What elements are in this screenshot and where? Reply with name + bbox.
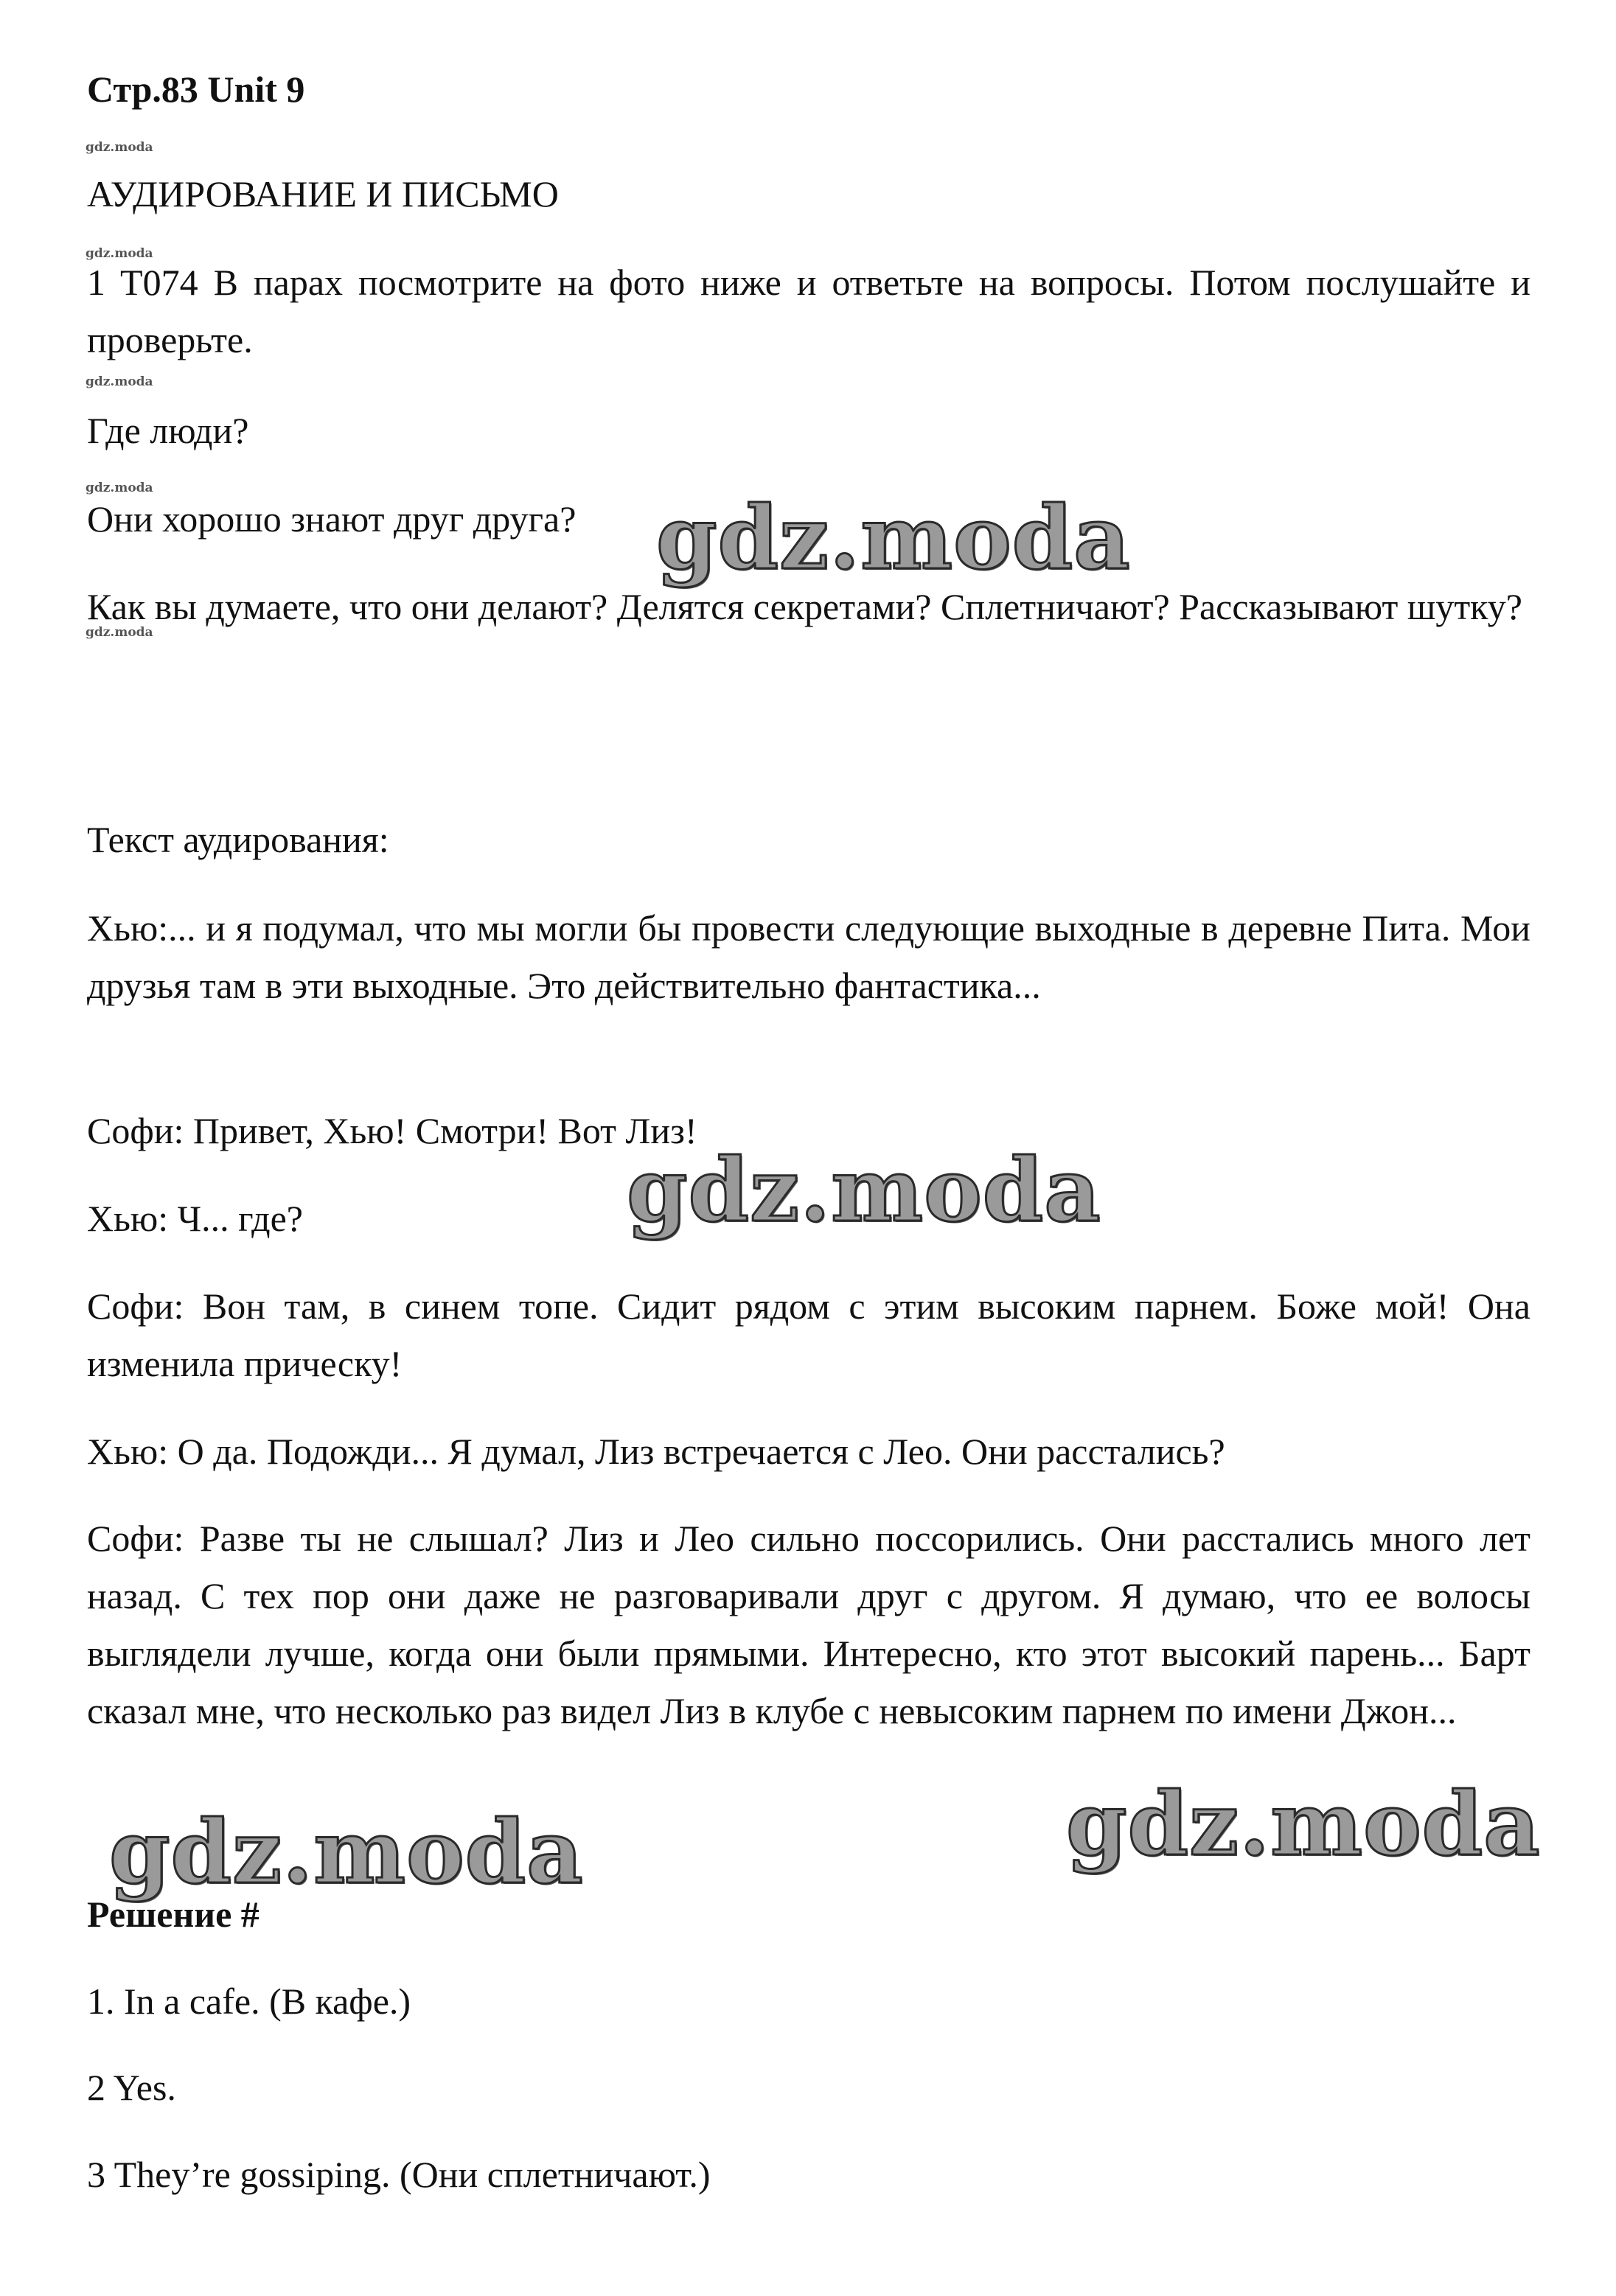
listening-heading: Текст аудирования: — [87, 819, 389, 860]
dialogue-line: Софи: Вон там, в синем топе. Сидит рядом с этим высоким парнем. Боже мой! Она изменила прическу! — [87, 1285, 1530, 1384]
watermark-large: gdz.moda — [656, 486, 1131, 589]
page-title: Стр.83 Unit 9 — [87, 69, 305, 110]
dialogue-line: Софи: Привет, Хью! Смотри! Вот Лиз! — [87, 1110, 697, 1151]
dialogue-line: Хью: Ч... где? — [87, 1198, 303, 1239]
answer-item: 2 Yes. — [87, 2067, 176, 2108]
solution-heading: Решение # — [87, 1894, 260, 1935]
dialogue-line: Софи: Разве ты не слышал? Лиз и Лео сильно поссорились. Они расстались много лет назад. С тех пор они даже не разговаривали друг с другом. Я думаю, что ее волосы выглядели лучше, когда они были прямыми. Интересно, кто этот высокий парень... Барт сказал мне, что несколько раз видел Лиз в клубе с невысоким парнем по имени Джон... — [87, 1518, 1530, 1731]
watermark-large: gdz.moda — [1066, 1773, 1541, 1875]
dialogue-line: Хью: О да. Подожди... Я думал, Лиз встречается с Лео. Они расстались? — [87, 1431, 1225, 1472]
answer-item: 3 They’re gossiping. (Они сплетничают.) — [87, 2154, 711, 2195]
question-item: Они хорошо знают друг друга? — [87, 498, 577, 540]
task-text: 1 T074 В парах посмотрите на фото ниже и ответьте на вопросы. Потом послушайте и проверьте. — [87, 262, 1530, 360]
watermark-small: gdz.moda — [86, 140, 153, 155]
watermark-large: gdz.moda — [109, 1801, 584, 1903]
answer-item: 1. In a cafe. (В кафе.) — [87, 1981, 411, 2022]
watermark-small: gdz.moda — [86, 481, 153, 495]
watermark-small: gdz.moda — [86, 246, 153, 261]
dialogue-line: Хью:... и я подумал, что мы могли бы провести следующие выходные в деревне Пита. Мои друзья там в эти выходные. Это действительно фантастика... — [87, 907, 1530, 1006]
section-title: АУДИРОВАНИЕ И ПИСЬМО — [87, 173, 559, 214]
watermark-large: gdz.moda — [627, 1139, 1101, 1241]
watermark-small: gdz.moda — [86, 374, 153, 389]
watermark-small: gdz.moda — [86, 625, 153, 640]
question-item: Где люди? — [87, 410, 249, 451]
question-item: Как вы думаете, что они делают? Делятся секретами? Сплетничают? Рассказывают шутку? — [87, 586, 1522, 627]
